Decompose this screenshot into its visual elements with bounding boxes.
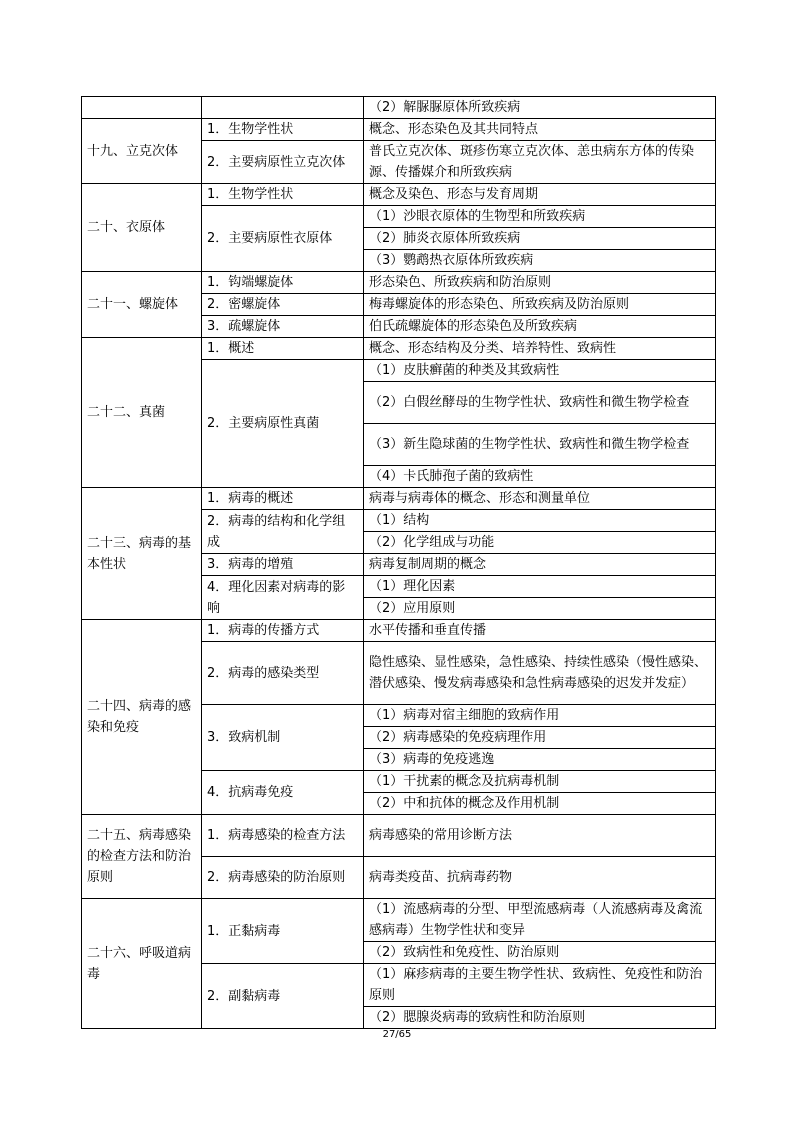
syllabus-table (81, 96, 716, 1029)
content-cell: （1）干扰素的概念及抗病毒机制 (364, 771, 716, 793)
unit-cell: 1．钩端螺旋体 (202, 272, 364, 294)
content-cell: 概念、形态结构及分类、培养特性、致病性 (364, 338, 716, 360)
content-cell: （2）腮腺炎病毒的致病性和防治原则 (364, 1007, 716, 1029)
unit-cell: 1．正黏病毒 (202, 899, 364, 964)
content-cell: 隐性感染、显性感染，急性感染、持续性感染（慢性感染、潜伏感染、慢发病毒感染和急性病毒感染的迟发并发症） (364, 642, 716, 705)
content-cell: （3）新生隐球菌的生物学性状、致病性和微生物学检查 (364, 424, 716, 466)
unit-cell: 1．病毒的传播方式 (202, 620, 364, 642)
table-row (82, 899, 716, 942)
chapter-cell: 二十三、病毒的基本性状 (82, 488, 202, 620)
content-cell: 梅毒螺旋体的形态染色、所致疾病及防治原则 (364, 294, 716, 316)
unit-cell: 1．生物学性状 (202, 184, 364, 206)
chapter-cell: 二十六、呼吸道病毒 (82, 899, 202, 1029)
chapter-cell: 二十四、病毒的感染和免疫 (82, 620, 202, 815)
content-cell: 水平传播和垂直传播 (364, 620, 716, 642)
table-row (82, 119, 716, 141)
content-cell: 病毒与病毒体的概念、形态和测量单位 (364, 488, 716, 510)
content-cell: 伯氏疏螺旋体的形态染色及所致疾病 (364, 316, 716, 338)
content-cell: （4）卡氏肺孢子菌的致病性 (364, 466, 716, 488)
unit-cell: 2．病毒的结构和化学组成 (202, 510, 364, 554)
content-cell: （2）中和抗体的概念及作用机制 (364, 793, 716, 815)
content-cell: （3）鹦鹉热衣原体所致疾病 (364, 250, 716, 272)
content-cell: 概念、形态染色及其共同特点 (364, 119, 716, 141)
content-cell: 普氏立克次体、斑疹伤寒立克次体、恙虫病东方体的传染源、传播媒介和所致疾病 (364, 141, 716, 184)
content-cell: 病毒复制周期的概念 (364, 554, 716, 576)
content-cell: （2）应用原则 (364, 598, 716, 620)
unit-cell: 3．疏螺旋体 (202, 316, 364, 338)
content-cell: （1）皮肤癣菌的种类及其致病性 (364, 360, 716, 382)
content-cell: （2）白假丝酵母的生物学性状、致病性和微生物学检查 (364, 382, 716, 424)
unit-cell: 1．概述 (202, 338, 364, 360)
syllabus-table-body (82, 97, 716, 1029)
content-cell: （1）流感病毒的分型、甲型流感病毒（人流感病毒及禽流感病毒）生物学性状和变异 (364, 899, 716, 942)
unit-cell: 4．理化因素对病毒的影响 (202, 576, 364, 620)
chapter-cell (82, 97, 202, 119)
unit-cell: 1．病毒感染的检查方法 (202, 815, 364, 857)
content-cell: 病毒感染的常用诊断方法 (364, 815, 716, 857)
chapter-cell: 二十二、真菌 (82, 338, 202, 488)
chapter-cell: 二十五、病毒感染的检查方法和防治原则 (82, 815, 202, 899)
content-cell: 病毒类疫苗、抗病毒药物 (364, 857, 716, 899)
content-cell: （1）理化因素 (364, 576, 716, 598)
content-cell: （2）病毒感染的免疫病理作用 (364, 727, 716, 749)
content-cell: 概念及染色、形态与发育周期 (364, 184, 716, 206)
content-cell: （1）麻疹病毒的主要生物学性状、致病性、免疫性和防治原则 (364, 964, 716, 1007)
table-row (82, 815, 716, 857)
content-cell: （2）肺炎衣原体所致疾病 (364, 228, 716, 250)
table-row (82, 272, 716, 294)
page-number: 27/65 (382, 1029, 412, 1040)
content-cell: （1）沙眼衣原体的生物型和所致疾病 (364, 206, 716, 228)
unit-cell: 2．主要病原性真菌 (202, 360, 364, 488)
unit-cell: 2．病毒感染的防治原则 (202, 857, 364, 899)
table-row (82, 184, 716, 206)
chapter-cell: 十九、立克次体 (82, 119, 202, 184)
unit-cell (202, 97, 364, 119)
table-row (82, 620, 716, 642)
unit-cell: 2．密螺旋体 (202, 294, 364, 316)
content-cell: （1）病毒对宿主细胞的致病作用 (364, 705, 716, 727)
content-cell: （2）化学组成与功能 (364, 532, 716, 554)
unit-cell: 1．生物学性状 (202, 119, 364, 141)
content-cell: 形态染色、所致疾病和防治原则 (364, 272, 716, 294)
content-cell: （2）解脲脲原体所致疾病 (364, 97, 716, 119)
unit-cell: 1．病毒的概述 (202, 488, 364, 510)
chapter-cell: 二十、衣原体 (82, 184, 202, 272)
table-row (82, 488, 716, 510)
chapter-cell: 二十一、螺旋体 (82, 272, 202, 338)
unit-cell: 3．致病机制 (202, 705, 364, 771)
content-cell: （3）病毒的免疫逃逸 (364, 749, 716, 771)
table-row (82, 338, 716, 360)
content-cell: （2）致病性和免疫性、防治原则 (364, 942, 716, 964)
unit-cell: 3．病毒的增殖 (202, 554, 364, 576)
unit-cell: 2．主要病原性立克次体 (202, 141, 364, 184)
unit-cell: 4．抗病毒免疫 (202, 771, 364, 815)
unit-cell: 2．病毒的感染类型 (202, 642, 364, 705)
unit-cell: 2．主要病原性衣原体 (202, 206, 364, 272)
content-cell: （1）结构 (364, 510, 716, 532)
unit-cell: 2．副黏病毒 (202, 964, 364, 1029)
table-row (82, 97, 716, 119)
